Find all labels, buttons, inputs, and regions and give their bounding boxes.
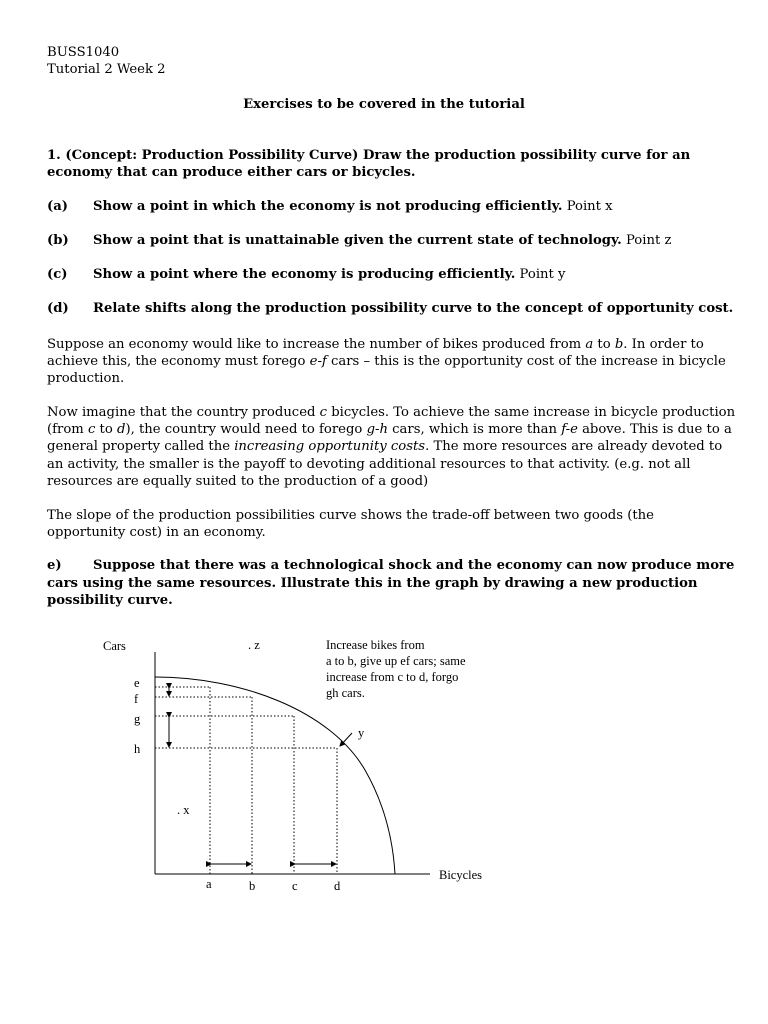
tick-label-d: d [334, 879, 341, 893]
text: . In order to [623, 337, 704, 352]
guide-lines [155, 687, 337, 874]
text: (from [47, 422, 88, 438]
page-title: Exercises to be covered in the tutorial [243, 97, 525, 112]
part-question: Relate shifts along the production possibility curve to the concept of opportunity cost. [93, 301, 734, 316]
tick-label-g: g [134, 712, 141, 726]
text: Now imagine that the country produced [47, 405, 320, 420]
text: achieve this, the economy must forego [47, 354, 310, 370]
part-answer: Point y [515, 267, 566, 282]
text: a [585, 337, 594, 352]
part-e-line-2: cars using the same resources. Illustrate this in the graph by drawing a new production [47, 576, 698, 591]
part-question: Show a point where the economy is producing efficiently. [93, 267, 516, 282]
part-answer: Point x [562, 199, 613, 214]
text: opportunity cost) in an economy. [47, 525, 266, 541]
annotation-line: increase from c to d, forgo [326, 670, 459, 684]
y-axis-label: Cars [103, 639, 126, 653]
part-e-line-1: Suppose that there was a technological shock and the economy can now produce more [93, 558, 735, 573]
part-label: (b) [47, 233, 69, 248]
text: general property called the [47, 439, 235, 455]
part-question: Show a point in which the economy is not producing efficiently. [93, 199, 563, 214]
text: above. This is due to a [577, 422, 732, 438]
x-axis-label: Bicycles [439, 868, 483, 882]
text: cars, which is more than [387, 422, 562, 438]
tick-label-e: e [134, 676, 140, 690]
part-label: (d) [47, 301, 69, 316]
text: to [593, 337, 615, 352]
part-question: Show a point that is unattainable given the current state of technology. [93, 233, 622, 248]
text: bicycles. To achieve the same increase in bicycle production [327, 405, 736, 420]
diagram-annotation [326, 638, 466, 700]
part-label: e) [47, 558, 62, 573]
text: an activity, the smaller is the payoff to devoting additional resources to that activity. (e.g. not all [47, 456, 691, 472]
tick-label-a: a [206, 877, 212, 891]
text: The slope of the production possibilities curve shows the trade-off between two goods (the [47, 508, 654, 523]
text: d [116, 422, 126, 438]
text: f-e [561, 422, 578, 438]
part-answer: Point z [621, 233, 672, 248]
question-1-line-2: economy that can produce either cars or bicycles. [47, 165, 416, 180]
text: b [614, 337, 624, 352]
point-y-label: y [358, 726, 365, 740]
text: . The more resources are already devoted to [425, 439, 723, 455]
part-label: (a) [47, 199, 69, 214]
tick-label-h: h [134, 742, 141, 756]
point-y-pointer [340, 733, 352, 746]
text: increasing opportunity costs [234, 439, 426, 455]
annotation-line: gh cars. [326, 686, 365, 700]
text: production. [47, 371, 125, 387]
tick-label-b: b [249, 879, 256, 893]
ppc-curve [155, 677, 395, 874]
part-label: (c) [47, 267, 68, 282]
text: cars – this is the opportunity cost of the increase in bicycle [326, 354, 726, 370]
text: c [87, 422, 96, 438]
part-e-line-3: possibility curve. [47, 593, 173, 608]
text: c [319, 405, 328, 420]
tick-label-f: f [134, 692, 139, 706]
text: Suppose an economy would like to increase the number of bikes produced from [47, 337, 586, 352]
tutorial-label: Tutorial 2 Week 2 [47, 62, 166, 77]
text: e-f [309, 354, 327, 370]
point-z-label: . z [248, 638, 260, 652]
annotation-line: a to b, give up ef cars; same [326, 654, 466, 668]
course-code: BUSS1040 [47, 45, 120, 60]
annotation-line: Increase bikes from [326, 638, 425, 652]
tick-label-c: c [292, 879, 298, 893]
text: to [95, 422, 117, 438]
point-x-label: . x [177, 803, 190, 817]
text: resources are equally suited to the production of a good) [47, 473, 429, 489]
text: g-h [366, 422, 388, 438]
question-1-line-1: 1. (Concept: Production Possibility Curve) Draw the production possibility curve for an [47, 148, 691, 163]
text: ), the country would need to forego [125, 422, 367, 438]
